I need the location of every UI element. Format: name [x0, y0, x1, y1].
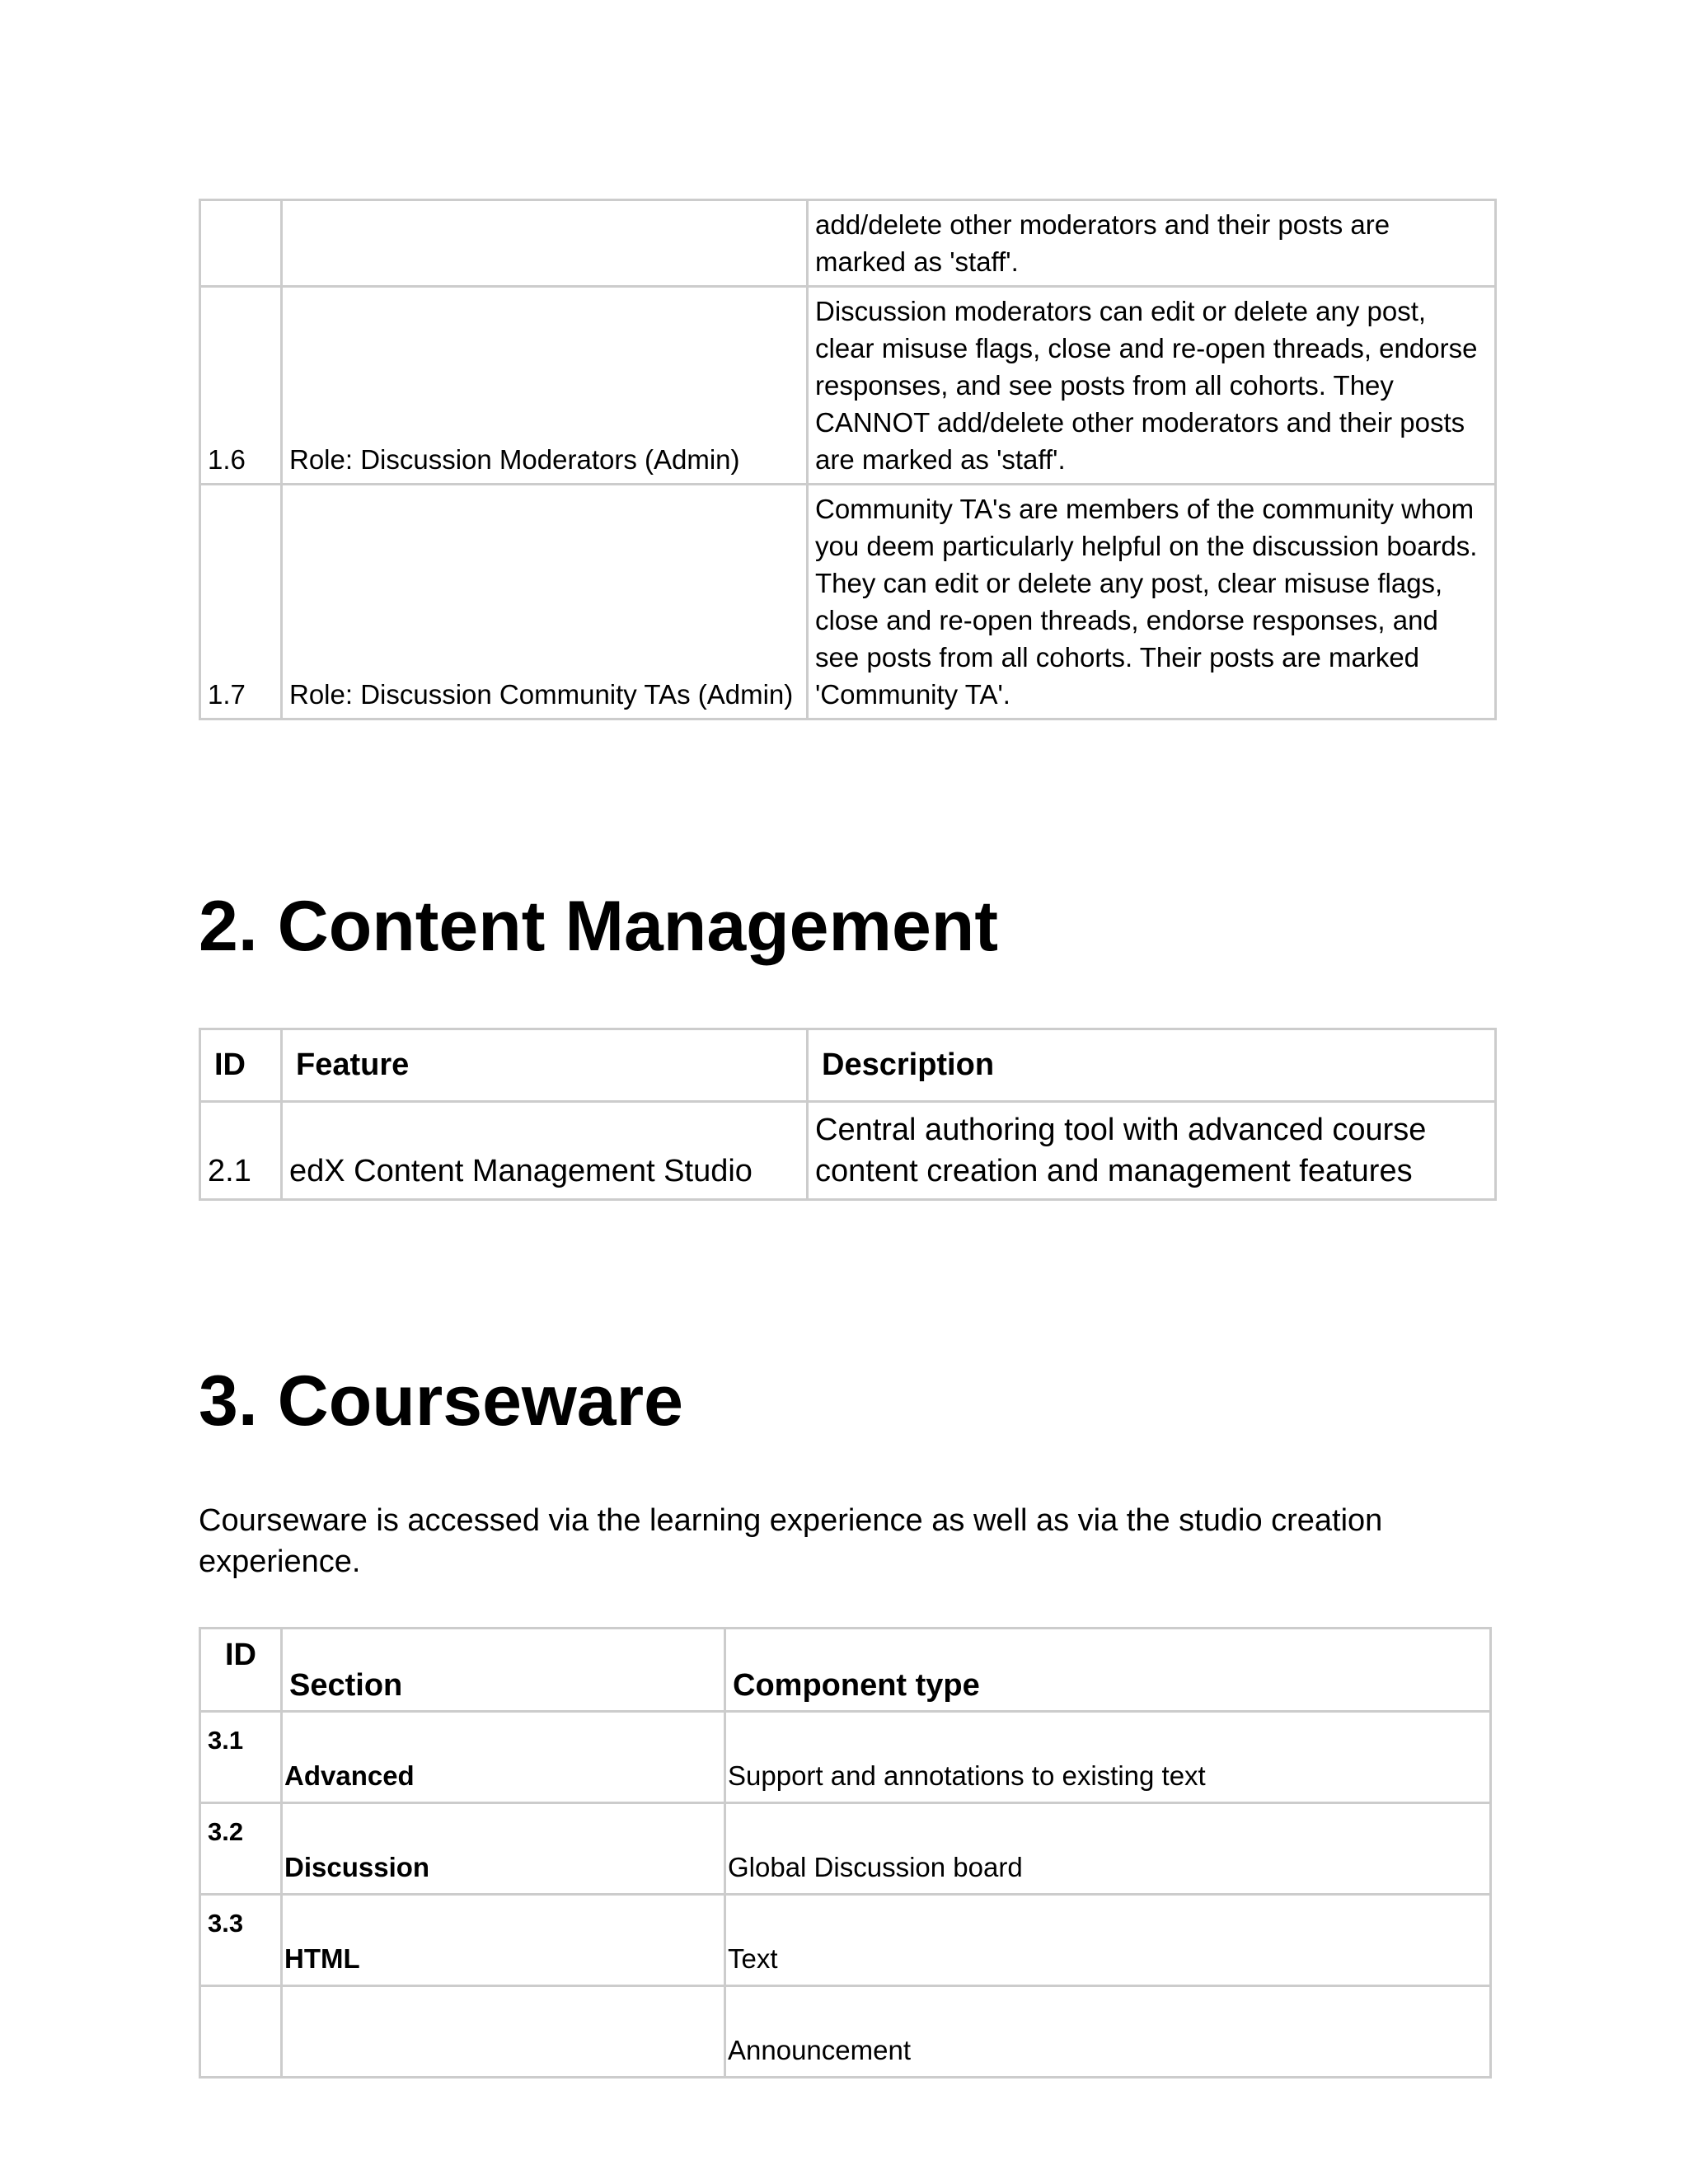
row-id: 1.7	[200, 485, 282, 719]
row-component-type: Announcement	[725, 1986, 1491, 2078]
section-heading-content-management: 2. Content Management	[199, 887, 998, 966]
roles-table	[199, 199, 1497, 720]
row-description: add/delete other moderators and their posts are marked as 'staff'.	[808, 200, 1496, 287]
table-row	[200, 1712, 1491, 1803]
row-id	[200, 200, 282, 287]
table-row	[200, 485, 1496, 719]
row-id: 3.2	[200, 1803, 282, 1895]
header-id: ID	[200, 1629, 282, 1712]
header-feature: Feature	[282, 1029, 808, 1102]
row-id: 3.1	[200, 1712, 282, 1803]
row-component-type: Support and annotations to existing text	[725, 1712, 1491, 1803]
row-description: Discussion moderators can edit or delete any post, clear misuse flags, close and re-open threads, endorse responses, and see posts from all cohorts. They CANNOT add/delete other moderators and their posts are marked as 'staff'.	[808, 287, 1496, 485]
row-feature: Role: Discussion Community TAs (Admin)	[282, 485, 808, 719]
row-section	[282, 1986, 725, 2078]
header-id: ID	[200, 1029, 282, 1102]
table-row	[200, 1102, 1496, 1200]
table-header-row	[200, 1029, 1496, 1102]
row-id	[200, 1986, 282, 2078]
content-management-table	[199, 1028, 1497, 1201]
row-component-type: Global Discussion board	[725, 1803, 1491, 1895]
table-row	[200, 1895, 1491, 1986]
section-heading-courseware: 3. Courseware	[199, 1361, 683, 1441]
table-row	[200, 200, 1496, 287]
row-section: Advanced	[282, 1712, 725, 1803]
row-section: Discussion	[282, 1803, 725, 1895]
row-feature	[282, 200, 808, 287]
row-id: 2.1	[200, 1102, 282, 1200]
table-row	[200, 1803, 1491, 1895]
row-section: HTML	[282, 1895, 725, 1986]
row-id: 3.3	[200, 1895, 282, 1986]
row-feature: Role: Discussion Moderators (Admin)	[282, 287, 808, 485]
table-row	[200, 287, 1496, 485]
table-row	[200, 1986, 1491, 2078]
courseware-table	[199, 1627, 1492, 2079]
header-section: Section	[282, 1629, 725, 1712]
header-component-type: Component type	[725, 1629, 1491, 1712]
courseware-intro: Courseware is accessed via the learning experience as well as via the studio creation experience.	[199, 1503, 1383, 1579]
header-description: Description	[808, 1029, 1496, 1102]
row-component-type: Text	[725, 1895, 1491, 1986]
table-header-row	[200, 1629, 1491, 1712]
row-feature: edX Content Management Studio	[282, 1102, 808, 1200]
row-description: Community TA's are members of the community whom you deem particularly helpful on the discussion boards. They can edit or delete any post, clear misuse flags, close and re-open threads, endorse responses, and see posts from all cohorts. Their posts are marked 'Community TA'.	[808, 485, 1496, 719]
row-description: Central authoring tool with advanced course content creation and management features	[808, 1102, 1496, 1200]
row-id: 1.6	[200, 287, 282, 485]
